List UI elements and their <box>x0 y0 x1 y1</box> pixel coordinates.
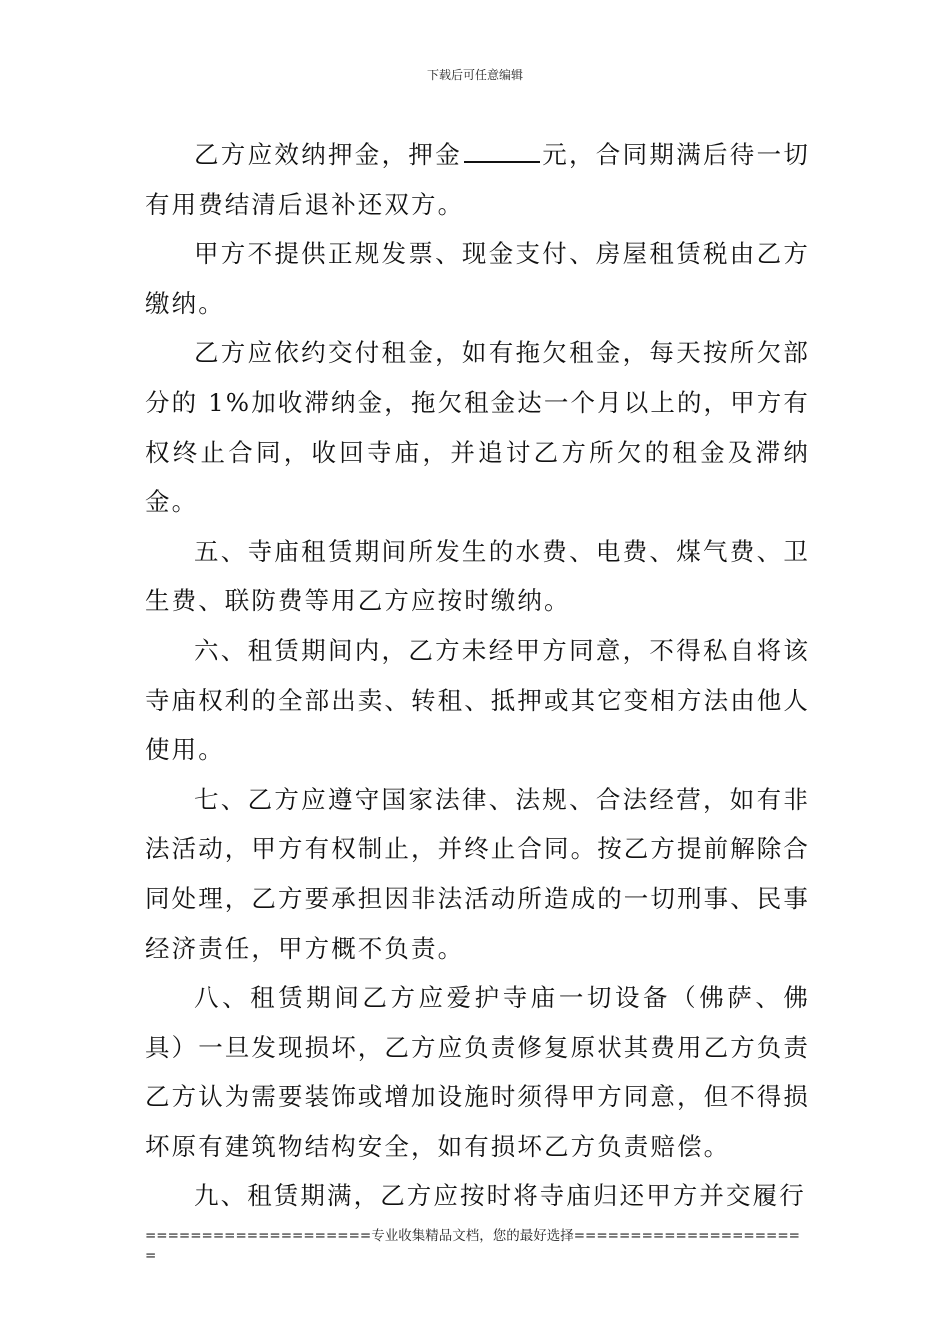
document-body <box>145 130 810 1221</box>
page-header: 下载后可任意编辑 <box>426 68 523 82</box>
paragraph-invoice: 甲方不提供正规发票、现金支付、房屋租赁税由乙方缴纳。 <box>145 239 810 318</box>
page-footer: ====================专业收集精品文档，您的最好选择===================== <box>145 1228 800 1264</box>
clause-five: 五、寺庙租赁期间所发生的水费、电费、煤气费、卫生费、联防费等用乙方应按时缴纳。 <box>145 536 810 616</box>
deposit-amount-blank <box>464 141 540 163</box>
paragraph-deposit <box>145 130 810 229</box>
clause-eight: 八、租赁期间乙方应爱护寺庙一切设备（佛萨、佛具）一旦发现损坏，乙方应负责修复原状其费用乙方负责乙方认为需要装饰或增加设施时须得甲方同意，但不得损坏原有建筑物结构安全，如有损坏乙方负责赔偿。 <box>145 983 810 1161</box>
clause-six: 六、租赁期间内，乙方未经甲方同意，不得私自将该寺庙权利的全部出卖、转租、抵押或其它变相方法由他人使用。 <box>145 635 810 765</box>
paragraph-text: 元，合同期满后待一切有用费结清后退补还双方。 <box>145 140 810 219</box>
clause-nine: 九、租赁期满，乙方应按时将寺庙归还甲方并交履行 <box>194 1181 806 1211</box>
paragraph-late-fee: 乙方应依约交付租金，如有拖欠租金，每天按所欠部分的 1%加收滞纳金，拖欠租金达一个月以上的，甲方有权终止合同，收回寺庙，并追讨乙方所欠的租金及滞纳金。 <box>145 338 810 517</box>
paragraph-text: 乙方应效纳押金，押金 <box>194 140 462 169</box>
clause-seven: 七、乙方应遵守国家法律、法规、合法经营，如有非法活动，甲方有权制止，并终止合同。按乙方提前解除合同处理，乙方要承担因非法活动所造成的一切刑事、民事经济责任，甲方概不负责。 <box>145 784 810 963</box>
